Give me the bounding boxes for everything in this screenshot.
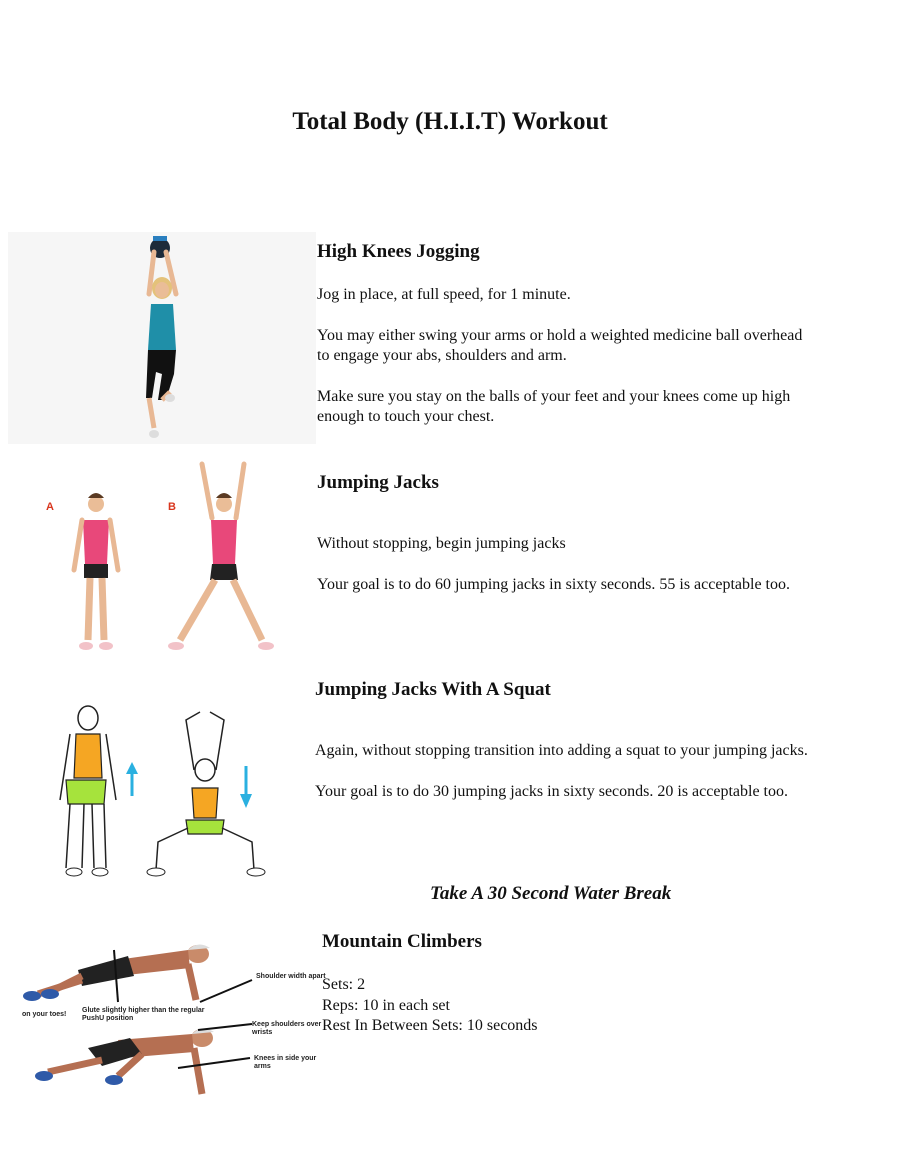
exercise-paragraph: Again, without stopping transition into adding a squat to your jumping jacks. xyxy=(315,742,808,759)
water-break-note: Take A 30 Second Water Break xyxy=(430,883,672,904)
jumping-jacks-section xyxy=(317,472,817,615)
exercise-heading: Mountain Climbers xyxy=(322,931,482,952)
jumping-jacks-squat-figure xyxy=(40,700,280,885)
annotation-shoulder: Shoulder width apart xyxy=(256,973,326,980)
annotation-toes: on your toes! xyxy=(22,1011,67,1018)
figure-label-b: B xyxy=(168,501,176,513)
exercise-paragraph: Make sure you stay on the balls of your feet and your knees come up high enough to touch your chest. xyxy=(317,387,791,425)
exercise-line: Rest In Between Sets: 10 seconds xyxy=(322,1017,538,1034)
exercise-heading: Jumping Jacks xyxy=(317,472,439,493)
annotation-knees-2: arms xyxy=(254,1063,271,1070)
annotation-knees-1: Knees in side your xyxy=(254,1055,317,1062)
exercise-line: Sets: 2 xyxy=(322,976,366,993)
jumping-jacks-figure xyxy=(40,458,280,658)
jumping-jacks-squat-section xyxy=(315,679,825,822)
high-knees-figure xyxy=(8,232,316,444)
exercise-paragraph: Your goal is to do 30 jumping jacks in sixty seconds. 20 is acceptable too. xyxy=(315,782,788,800)
mountain-climbers-figure xyxy=(18,930,326,1105)
exercise-paragraph: Your goal is to do 60 jumping jacks in sixty seconds. 55 is acceptable too. xyxy=(317,575,790,593)
exercise-paragraph: Without stopping, begin jumping jacks xyxy=(317,535,566,552)
high-knees-section xyxy=(317,241,817,448)
annotation-wrists-1: Keep shoulders over xyxy=(252,1021,322,1028)
annotation-glute-1: Glute slightly higher than the regular xyxy=(82,1007,205,1014)
exercise-paragraph: You may either swing your arms or hold a weighted medicine ball overhead to engage your abs, shoulders and arm. xyxy=(317,326,803,364)
page-title: Total Body (H.I.I.T) Workout xyxy=(292,108,608,135)
exercise-line: Reps: 10 in each set xyxy=(322,996,450,1014)
exercise-heading: Jumping Jacks With A Squat xyxy=(315,679,551,700)
annotation-wrists-2: wrists xyxy=(252,1029,273,1036)
figure-label-a: A xyxy=(46,501,54,513)
exercise-heading: High Knees Jogging xyxy=(317,241,480,262)
exercise-paragraph: Jog in place, at full speed, for 1 minute. xyxy=(317,286,571,303)
annotation-glute-2: PushU position xyxy=(82,1015,134,1022)
mountain-climbers-section xyxy=(322,931,822,1037)
